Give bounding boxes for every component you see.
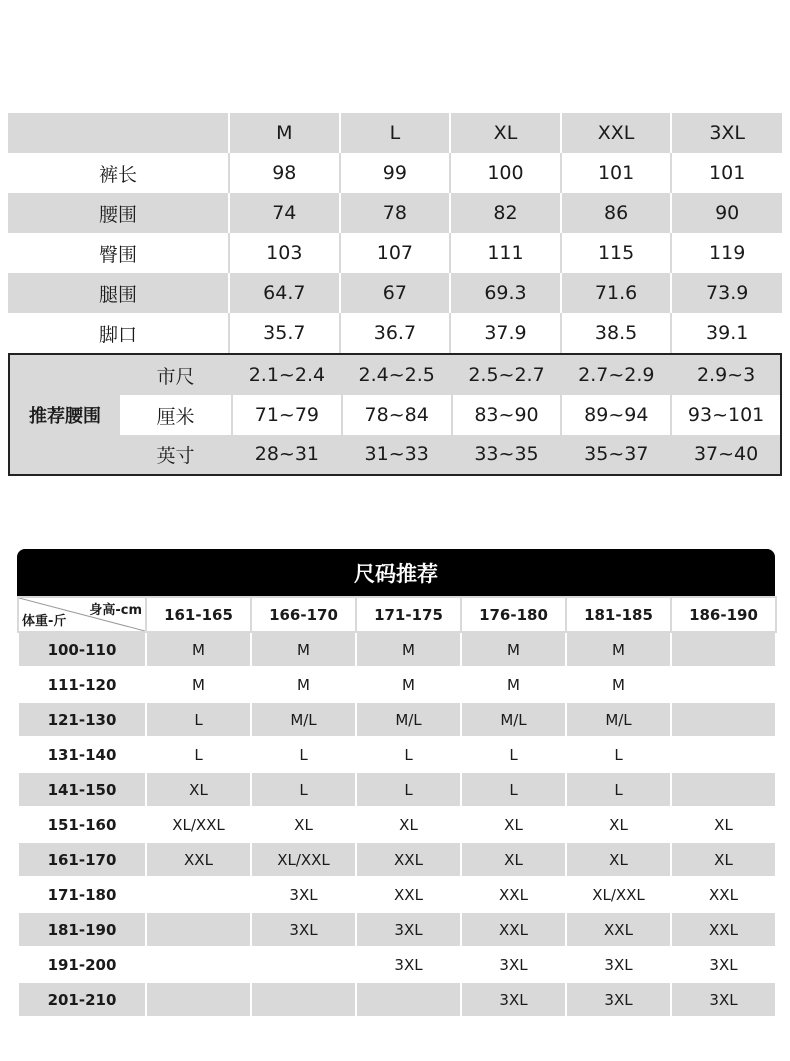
size-cell (146, 877, 251, 912)
size-cell: L (461, 772, 566, 807)
weight-label: 181-190 (18, 912, 146, 947)
recommend-row (120, 395, 780, 435)
height-axis-label: 身高-cm (89, 603, 142, 618)
size-header-row (8, 113, 782, 153)
height-header: 176-180 (461, 597, 566, 632)
cell: 2.7~2.9 (578, 364, 655, 386)
size-cell (671, 667, 776, 702)
size-cell: XL (461, 842, 566, 877)
cell: 2.1~2.4 (248, 364, 326, 386)
table-row (18, 982, 776, 1017)
corner-cell (18, 597, 146, 632)
cell: 98 (229, 153, 340, 193)
size-measurement-table (8, 113, 782, 353)
row-label: 臀围 (8, 233, 229, 273)
size-cell: M (146, 667, 251, 702)
size-cell (146, 982, 251, 1017)
height-header: 181-185 (566, 597, 671, 632)
weight-label: 201-210 (18, 982, 146, 1017)
size-cell: XXL (356, 877, 461, 912)
weight-label: 141-150 (18, 772, 146, 807)
size-cell: XXL (671, 877, 776, 912)
size-cell: XL (356, 807, 461, 842)
size-cell: L (566, 772, 671, 807)
size-cell (671, 632, 776, 667)
size-cell: XL/XXL (251, 842, 356, 877)
cell: 35~37 (584, 443, 649, 465)
cell: 119 (671, 233, 782, 273)
size-cell: 3XL (251, 877, 356, 912)
size-cell: XXL (461, 912, 566, 947)
cell: 73.9 (671, 273, 782, 313)
cell: 37.9 (450, 313, 561, 353)
recommended-waist-title: 推荐腰围 (29, 405, 101, 427)
cell: 101 (671, 153, 782, 193)
table-row (18, 772, 776, 807)
cell: 71.6 (561, 273, 672, 313)
size-header: 3XL (671, 113, 782, 153)
cell: 101 (561, 153, 672, 193)
weight-label: 151-160 (18, 807, 146, 842)
size-cell: M/L (566, 702, 671, 737)
cell: 38.5 (561, 313, 672, 353)
row-label: 裤长 (8, 153, 229, 193)
size-cell: 3XL (671, 982, 776, 1017)
cell: 28~31 (254, 443, 320, 465)
cell: 74 (229, 193, 340, 233)
size-cell: L (356, 737, 461, 772)
size-cell: L (251, 737, 356, 772)
size-cell: M/L (461, 702, 566, 737)
cell: 33~35 (474, 443, 539, 465)
unit-label: 市尺 (156, 365, 195, 388)
size-cell: XXL (146, 842, 251, 877)
cell: 93~101 (670, 395, 780, 435)
table-row (18, 702, 776, 737)
size-cell: 3XL (671, 947, 776, 982)
height-header-row (18, 597, 776, 632)
size-cell: XL/XXL (566, 877, 671, 912)
cell: 103 (229, 233, 340, 273)
cell: 100 (450, 153, 561, 193)
table-row (8, 153, 782, 193)
cell: 37~40 (693, 443, 759, 465)
table-row (18, 842, 776, 877)
size-recommend-table (17, 596, 777, 1018)
recommend-row (120, 355, 780, 395)
size-cell: XXL (461, 877, 566, 912)
row-label: 腿围 (8, 273, 229, 313)
cell: 78~84 (341, 395, 451, 435)
size-header: XXL (561, 113, 672, 153)
size-cell: 3XL (461, 947, 566, 982)
size-cell: XXL (356, 842, 461, 877)
height-header: 161-165 (146, 597, 251, 632)
table-row (18, 667, 776, 702)
weight-label: 111-120 (18, 667, 146, 702)
size-cell: 3XL (566, 947, 671, 982)
table-row (18, 947, 776, 982)
size-cell: XL (671, 842, 776, 877)
weight-label: 131-140 (18, 737, 146, 772)
size-cell: M (356, 667, 461, 702)
row-label: 脚口 (8, 313, 229, 353)
size-cell (671, 702, 776, 737)
size-cell: XXL (566, 912, 671, 947)
size-cell: M (251, 667, 356, 702)
cell: 39.1 (671, 313, 782, 353)
cell: 111 (450, 233, 561, 273)
cell: 82 (450, 193, 561, 233)
recommend-row (120, 434, 780, 474)
weight-label: 171-180 (18, 877, 146, 912)
size-header: XL (450, 113, 561, 153)
size-cell (146, 947, 251, 982)
size-cell: M/L (356, 702, 461, 737)
table-row (8, 273, 782, 313)
size-cell: L (566, 737, 671, 772)
cell: 35.7 (229, 313, 340, 353)
size-header: L (340, 113, 451, 153)
unit-label: 英寸 (156, 444, 195, 467)
cell: 67 (340, 273, 451, 313)
size-recommend-body (18, 632, 776, 1017)
table-row (18, 632, 776, 667)
cell: 86 (561, 193, 672, 233)
height-header: 171-175 (356, 597, 461, 632)
size-cell: 3XL (356, 912, 461, 947)
cell: 99 (340, 153, 451, 193)
cell: 71~79 (231, 395, 341, 435)
size-cell: 3XL (566, 982, 671, 1017)
cell: 89~94 (560, 395, 670, 435)
size-header: M (229, 113, 340, 153)
cell: 31~33 (364, 443, 429, 465)
size-cell: L (461, 737, 566, 772)
weight-label: 191-200 (18, 947, 146, 982)
size-cell: L (146, 702, 251, 737)
size-cell: XL (251, 807, 356, 842)
size-cell: L (251, 772, 356, 807)
recommended-waist-block (8, 353, 782, 476)
size-cell: L (146, 737, 251, 772)
height-header: 186-190 (671, 597, 776, 632)
unit-label: 厘米 (156, 405, 195, 428)
size-cell: M (566, 667, 671, 702)
size-cell: L (356, 772, 461, 807)
row-label: 腰围 (8, 193, 229, 233)
size-cell (251, 947, 356, 982)
weight-label: 161-170 (18, 842, 146, 877)
table-row (18, 877, 776, 912)
size-cell: 3XL (461, 982, 566, 1017)
size-cell: XL (566, 842, 671, 877)
size-cell (146, 912, 251, 947)
size-cell (671, 737, 776, 772)
size-cell (671, 772, 776, 807)
table-row (8, 313, 782, 353)
size-cell: 3XL (356, 947, 461, 982)
cell: 83~90 (451, 395, 561, 435)
cell: 78 (340, 193, 451, 233)
cell: 107 (340, 233, 451, 273)
weight-axis-label: 体重-斤 (22, 614, 67, 629)
size-cell (356, 982, 461, 1017)
cell: 2.4~2.5 (358, 364, 435, 386)
cell: 64.7 (229, 273, 340, 313)
size-cell: M (461, 632, 566, 667)
cell: 69.3 (450, 273, 561, 313)
size-cell: XL (566, 807, 671, 842)
size-cell: XL (146, 772, 251, 807)
size-cell: 3XL (251, 912, 356, 947)
size-cell: XL/XXL (146, 807, 251, 842)
cell: 36.7 (340, 313, 451, 353)
size-cell: M/L (251, 702, 356, 737)
size-cell (251, 982, 356, 1017)
height-header: 166-170 (251, 597, 356, 632)
size-cell: M (251, 632, 356, 667)
size-cell: M (566, 632, 671, 667)
size-cell: XL (461, 807, 566, 842)
weight-label: 121-130 (18, 702, 146, 737)
size-cell: XL (671, 807, 776, 842)
table-row (8, 193, 782, 233)
size-cell: M (356, 632, 461, 667)
cell: 2.5~2.7 (468, 364, 545, 386)
size-cell: XXL (671, 912, 776, 947)
cell: 90 (671, 193, 782, 233)
table-row (8, 233, 782, 273)
size-recommend-title: 尺码推荐 (17, 549, 775, 596)
cell: 2.9~3 (696, 364, 756, 386)
size-cell: M (461, 667, 566, 702)
table-row (18, 737, 776, 772)
table-row (18, 912, 776, 947)
table-row (18, 807, 776, 842)
corner-cell (8, 113, 229, 153)
weight-label: 100-110 (18, 632, 146, 667)
cell: 115 (561, 233, 672, 273)
size-cell: M (146, 632, 251, 667)
